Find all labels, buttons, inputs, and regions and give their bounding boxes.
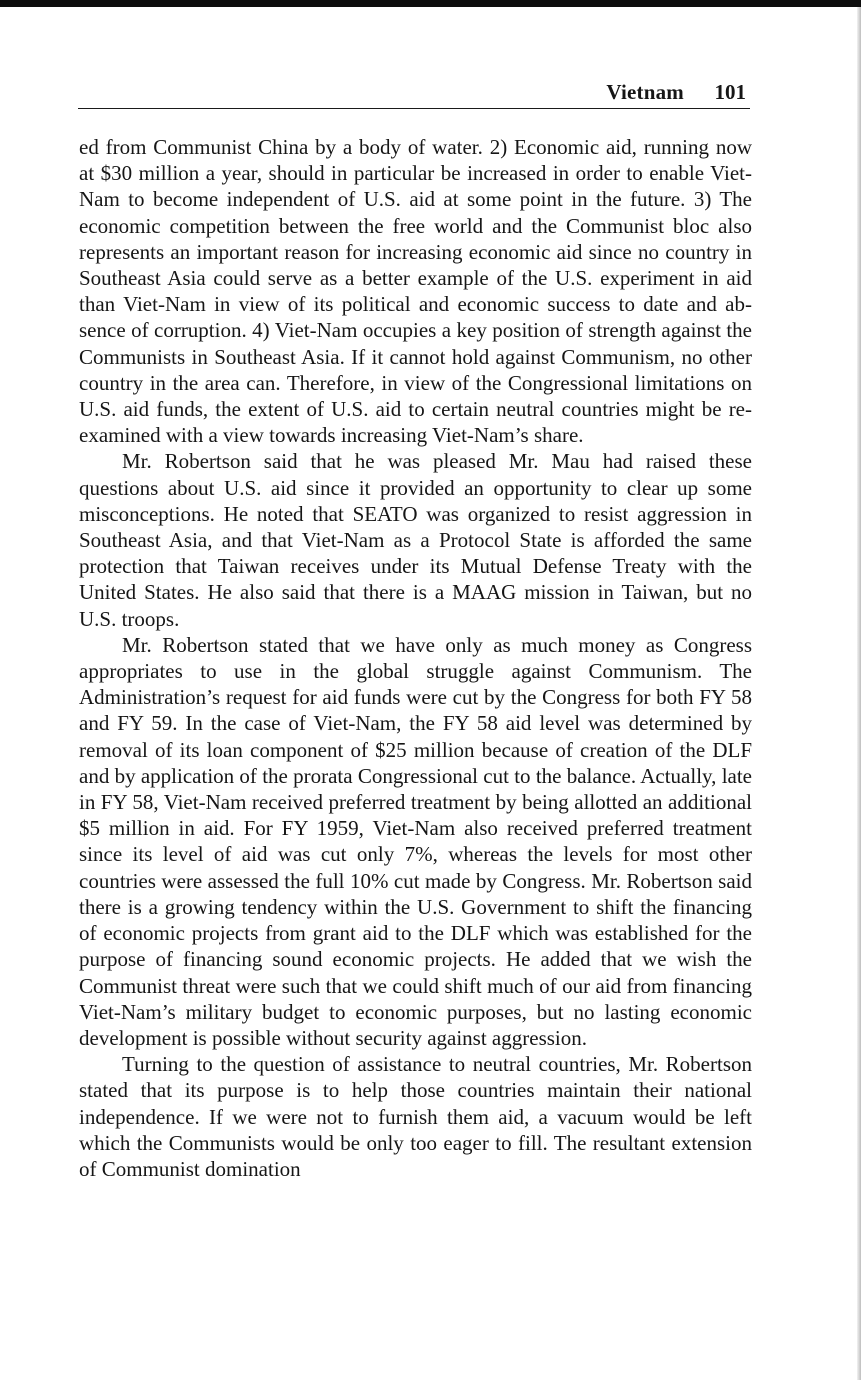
page-right-edge	[857, 7, 861, 1380]
running-header	[78, 74, 750, 109]
page-top-edge	[0, 0, 861, 7]
page-number: 101	[714, 80, 746, 104]
body-text	[79, 134, 752, 1182]
paragraph-robertson-seato: Mr. Robertson said that he was pleased Mr. Mau had raised these questions about U.S. aid since it provided an opportunity to clear up some misconceptions. He noted that SEATO was organized to resist aggression in Southeast Asia, and that Viet-Nam as a Protocol State is afforded the same protection that Taiwan receives under its Mutual Defense Treaty with the United States. He also said that there is a MAAG mission in Taiwan, but no U.S. troops.	[79, 449, 752, 631]
paragraph-neutral-countries: Turning to the question of assistance to neutral countries, Mr. Robertson stated that its purpose is to help those countries maintain their national independence. If we were not to furnish them aid, a vacuum would be left which the Communists would be only too eager to fill. The resultant extension of Communist domination	[79, 1052, 752, 1181]
section-title: Vietnam	[606, 80, 684, 104]
paragraph-continued: ed from Communist China by a body of water. 2) Economic aid, running now at $30 million a year, should in particular be increased in order to enable Viet-Nam to become independent of U.S. aid at some point in the future. 3) The economic competition between the free world and the Communist bloc also represents an important reason for increasing economic aid since no country in Southeast Asia could serve as a better example of the U.S. experiment in aid than Viet-Nam in view of its political and economic success to date and absence of corruption. 4) Viet-Nam occupies a key position of strength against the Communists in Southeast Asia. If it cannot hold against Communism, no other country in the area can. Therefore, in view of the Congressional limitations on U.S. aid funds, the extent of U.S. aid to certain neutral countries might be re-examined with a view towards increasing Viet-Nam’s share.	[79, 135, 752, 448]
paragraph-robertson-aid-funds: Mr. Robertson stated that we have only as much money as Congress appropriates to use in the global struggle against Communism. The Administration’s request for aid funds were cut by the Congress for both FY 58 and FY 59. In the case of Viet-Nam, the FY 58 aid level was determined by removal of its loan component of $25 million because of creation of the DLF and by application of the prorata Congressional cut to the balance. Actually, late in FY 58, Viet-Nam received preferred treatment by being allotted an additional $5 million in aid. For FY 1959, Viet-Nam also received preferred treatment since its level of aid was cut only 7%, whereas the levels for most other countries were assessed the full 10% cut made by Congress. Mr. Robertson said there is a growing tendency within the U.S. Government to shift the financing of economic projects from grant aid to the DLF which was established for the purpose of financing sound economic projects. He added that we wish the Communist threat were such that we could shift much of our aid from financing Viet-Nam’s military budget to economic purposes, but no lasting economic development is possible without security against aggression.	[79, 632, 752, 1050]
